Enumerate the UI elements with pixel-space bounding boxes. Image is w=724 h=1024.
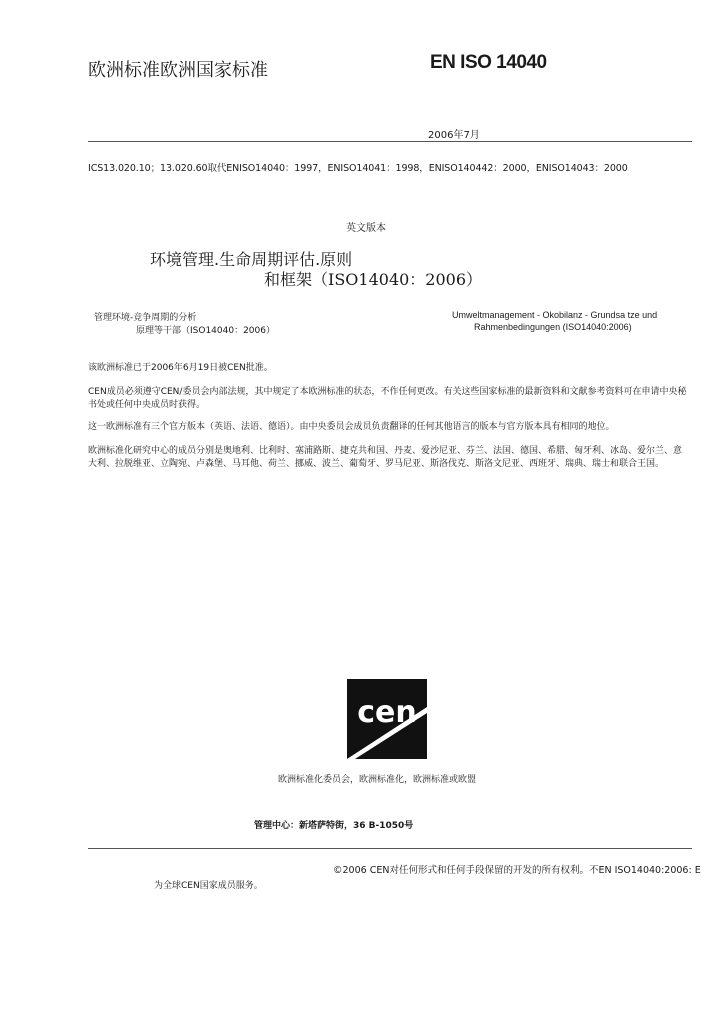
edition-label: 英文版本	[346, 223, 386, 234]
footer-divider	[88, 848, 692, 849]
alt-title-zh-line-1: 管理环境-竞争周期的分析	[94, 313, 197, 323]
header-divider	[88, 141, 692, 142]
alt-title-de-line-2: Rahmenbedingungen (ISO14040:2006)	[474, 322, 632, 332]
title-line-2: 和框架（ISO14040：2006）	[264, 270, 483, 289]
publication-date: 2006年7月	[428, 130, 480, 141]
title-line-1: 环境管理.生命周期评估.原则	[150, 250, 353, 269]
service-note: 为全球CEN国家成员服务。	[154, 881, 263, 891]
member-countries-paragraph: 欧洲标准化研究中心的成员分别是奥地利、比利时、塞浦路斯、捷克共和国、丹麦、爱沙尼亚、芬兰、法国、德国、希腊、匈牙利、冰岛、爱尔兰、意大利、拉脱维亚、立陶宛、卢森堡、马耳他、荷兰、挪威、波兰、葡萄牙、罗马尼亚、斯洛伐克、斯洛文尼亚、西班牙、瑞典、瑞士和联合王国。	[88, 446, 683, 469]
organization-name: 欧洲标准化委员会，欧洲标准化，欧洲标准或欧盟	[278, 775, 477, 785]
approval-paragraph: 该欧洲标准已于2006年6月19日被CEN批准。	[88, 363, 273, 373]
standard-number: EN ISO 14040	[430, 52, 547, 73]
management-center: 管理中心：新塔萨特街，36 B-1050号	[254, 821, 414, 831]
alt-title-de-line-1: Umweltmanagement - Okobilanz - Grundsa tze und	[452, 310, 658, 320]
copyright-notice: ©2006 CEN对任何形式和任何手段保留的开发的所有权利。不EN ISO14040:2006: E	[333, 865, 701, 876]
alt-title-zh-line-2: 原理等干部（ISO14040：2006）	[136, 326, 275, 336]
header-left-title: 欧洲标准欧洲国家标准	[88, 60, 268, 81]
cen-logo-text: cen	[357, 695, 417, 730]
cen-logo	[347, 679, 427, 759]
members-obligation-paragraph: CEN成员必须遵守CEN/委员会内部法规，其中规定了本欧洲标准的状态，不作任何更改。有关这些国家标准的最新资料和文献参考资料可在申请中央秘书处或任何中央成员时获得。	[88, 387, 687, 410]
ics-line: ICS13.020.10；13.020.60取代ENISO14040：1997，ENISO14041：1998，ENISO140442：2000，ENISO14043：2000	[88, 163, 628, 174]
official-versions-paragraph: 这一欧洲标准有三个官方版本（英语、法语、德语）。由中央委员会成员负责翻译的任何其他语言的版本与官方版本具有相同的地位。	[88, 422, 615, 432]
